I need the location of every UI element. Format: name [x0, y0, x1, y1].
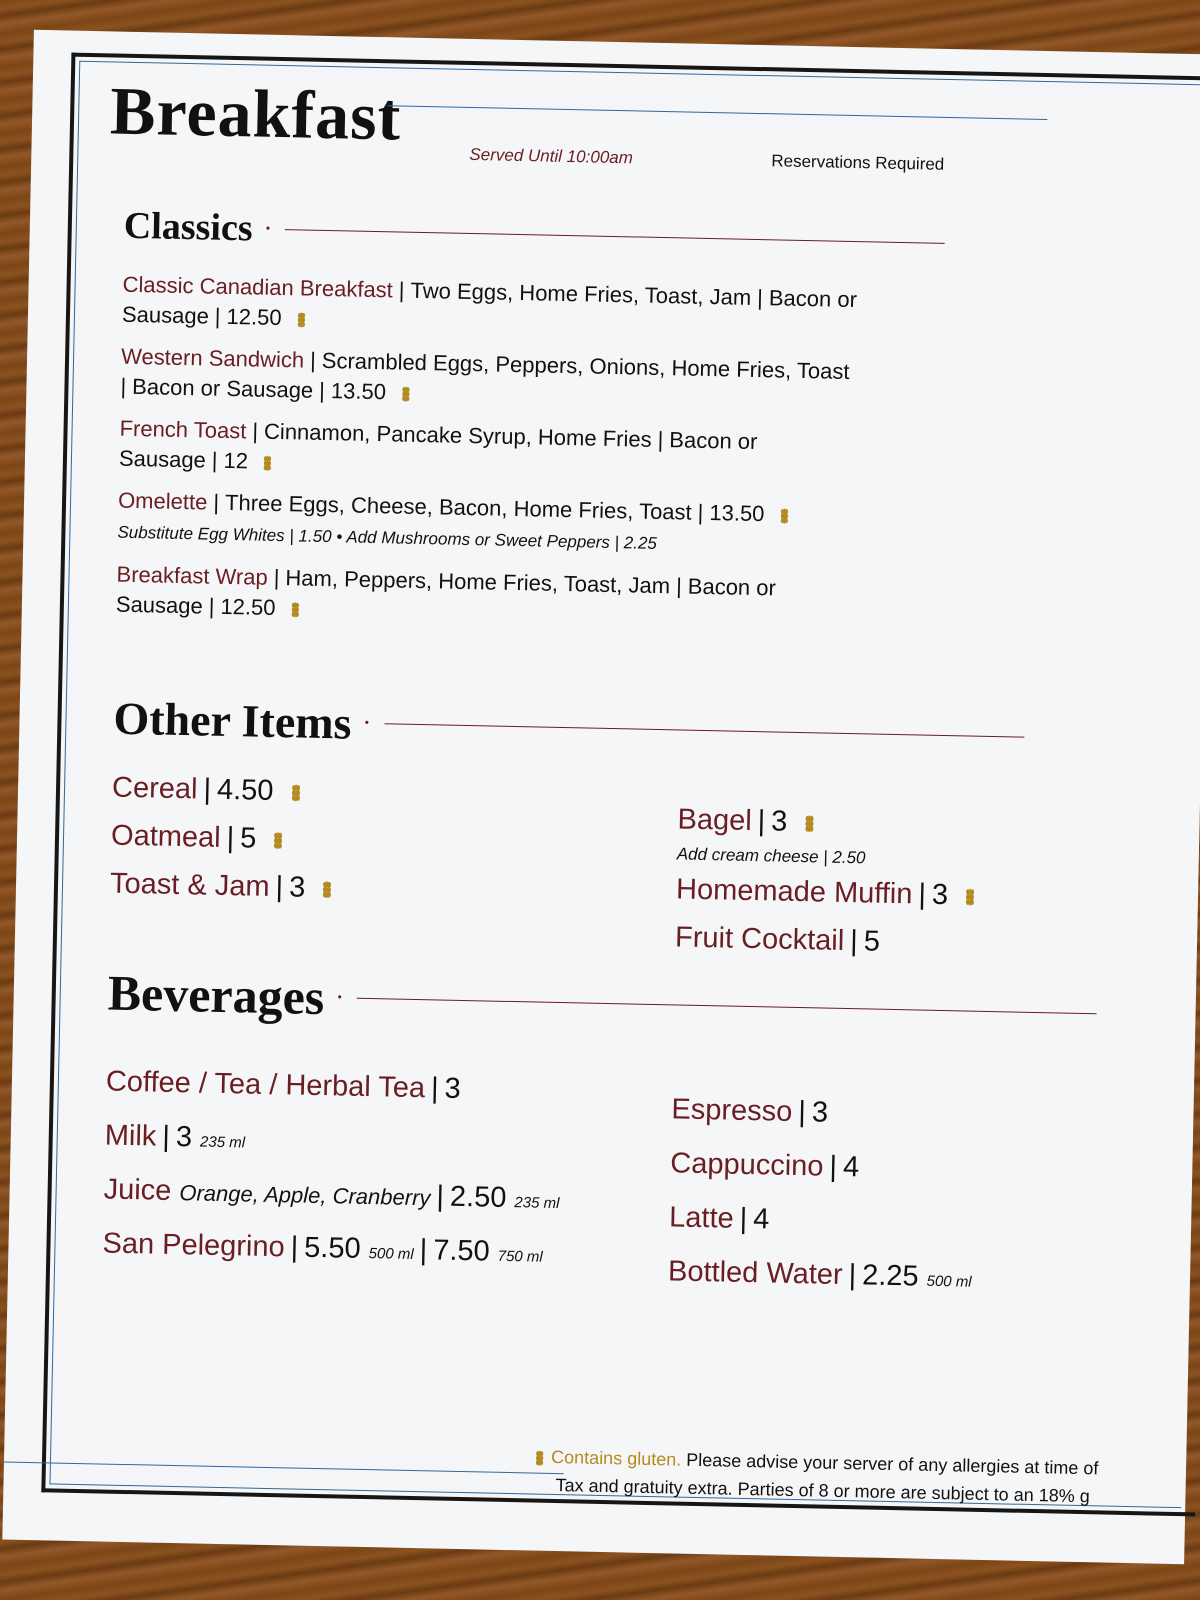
item-price: 12.50 [220, 593, 276, 620]
gluten-icon [778, 507, 789, 525]
item-name: Western Sandwich [120, 343, 305, 373]
gluten-icon [534, 1449, 545, 1467]
item-price: 12 [223, 447, 249, 474]
item-name: Milk [104, 1119, 157, 1153]
item-description: Cinnamon, Pancake Syrup, Home Fries [263, 418, 652, 452]
menu-item-milk: Milk | 3 235 ml [104, 1119, 246, 1154]
item-name: Bagel [677, 803, 753, 837]
item-price: 3 [931, 878, 949, 912]
menu-item-omelette: Omelette | Three Eggs, Cheese, Bacon, Home Fries, Toast | 13.50 Substitute Egg Whites | 1.50 • Add Mushrooms or Sweet Peppers | 2.25 [117, 486, 1018, 567]
item-name: Coffee / Tea / Herbal Tea [105, 1065, 426, 1105]
item-price-large: 7.50 [432, 1234, 491, 1268]
item-name: Breakfast Wrap [116, 561, 269, 590]
item-name: Omelette [117, 487, 208, 515]
bagel-addon-note [676, 837, 865, 873]
menu-item-cereal: Cereal | 4.50 [112, 768, 302, 812]
menu-item-san-pelegrino: San Pelegrino | 5.50 500 ml | 7.50 750 ml [102, 1227, 543, 1268]
item-name: San Pelegrino [102, 1227, 286, 1264]
item-price: 3 [444, 1072, 462, 1105]
item-note: Add cream cheese | 2.50 [676, 844, 866, 868]
classics-heading-text: Classics [123, 204, 254, 250]
heading-rule [384, 723, 1024, 737]
item-option-cont: Sausage [121, 301, 210, 329]
reservations-text: Reservations Required [771, 151, 945, 174]
item-size: 235 ml [514, 1194, 560, 1213]
gluten-icon [803, 813, 815, 833]
item-name: Toast & Jam [109, 867, 270, 903]
menu-item-breakfast-wrap: Breakfast Wrap | Ham, Peppers, Home Fries, Toast, Jam | Bacon or Sausage | 12.50 [115, 561, 777, 620]
item-price: 5.50 [303, 1231, 362, 1265]
item-size: 500 ml [926, 1272, 972, 1291]
menu-item-bagel: Bagel | 3 [677, 799, 816, 842]
item-price: 3 [288, 871, 306, 904]
gluten-icon [296, 311, 307, 329]
menu-item-latte: Latte | 4 [668, 1201, 770, 1236]
item-name: Espresso [671, 1093, 793, 1128]
item-option: Bacon or [669, 427, 758, 455]
menu-item-homemade-muffin: Homemade Muffin | 3 [676, 869, 977, 915]
item-option: Bacon or Sausage [131, 373, 314, 403]
gluten-legend: Contains gluten. [550, 1446, 682, 1470]
item-price: 2.25 [861, 1259, 919, 1293]
item-price: 3 [175, 1121, 193, 1154]
menu-item-toast-jam: Toast & Jam | 3 [110, 864, 334, 909]
item-name: French Toast [119, 415, 247, 444]
item-price: 13.50 [330, 378, 387, 405]
item-price: 4 [752, 1203, 770, 1236]
item-name: Cappuccino [670, 1147, 824, 1183]
heading-dot: · [336, 985, 344, 1008]
menu-item-classic-canadian: Classic Canadian Breakfast | Two Eggs, Home Fries, Toast, Jam | Bacon or Sausage | 12.50 [121, 271, 858, 331]
item-size: 500 ml [368, 1245, 414, 1264]
heading-rule [357, 997, 1097, 1013]
item-description: Three Eggs, Cheese, Bacon, Home Fries, Toast [224, 489, 692, 525]
item-name: Bottled Water [667, 1255, 843, 1291]
other-heading-text: Other Items [113, 692, 353, 749]
item-note: Substitute Egg Whites | 1.50 • Add Mushrooms or Sweet Peppers | 2.25 [117, 522, 658, 553]
item-name: Fruit Cocktail [674, 921, 845, 957]
item-price: 2.50 [449, 1180, 507, 1214]
item-name: Classic Canadian Breakfast [122, 271, 394, 303]
item-price: 13.50 [709, 500, 765, 527]
item-name: Juice [103, 1173, 172, 1207]
item-option: Bacon or [768, 285, 858, 313]
menu-item-bottled-water: Bottled Water | 2.25 500 ml [667, 1255, 972, 1293]
menu-title: Breakfast [109, 72, 403, 155]
menu-item-juice: Juice Orange, Apple, Cranberry | 2.50 235 ml [103, 1173, 560, 1214]
heading-dot: · [264, 217, 272, 240]
menu-item-oatmeal: Oatmeal | 5 [111, 816, 285, 860]
menu-item-cappuccino: Cappuccino | 4 [670, 1147, 860, 1184]
allergy-notice: Please advise your server of any allergies at time of [686, 1449, 1099, 1479]
gluten-icon [289, 783, 301, 803]
item-price: 12.50 [226, 303, 282, 331]
gluten-icon [321, 879, 333, 899]
item-detail: Orange, Apple, Cranberry [179, 1180, 431, 1211]
tax-gratuity-notice: Tax and gratuity extra. Parties of 8 or more are subject to an 18% g [555, 1475, 1090, 1507]
item-name: Cereal [111, 771, 198, 806]
heading-dot: · [363, 711, 371, 734]
menu-item-espresso: Espresso | 3 [671, 1093, 829, 1129]
item-price: 5 [863, 925, 881, 958]
item-name: Oatmeal [110, 819, 222, 854]
item-size-large: 750 ml [497, 1247, 543, 1266]
item-size: 235 ml [199, 1133, 246, 1152]
gluten-icon [262, 454, 273, 472]
heading-rule [285, 229, 945, 244]
item-price: 3 [811, 1096, 829, 1129]
item-description: Two Eggs, Home Fries, Toast, Jam [410, 277, 752, 310]
beverages-heading-text: Beverages [107, 964, 325, 1026]
item-name: Latte [668, 1201, 735, 1235]
gluten-icon [400, 385, 411, 403]
item-price: 3 [770, 805, 788, 838]
item-price: 5 [239, 822, 257, 855]
gluten-icon [964, 887, 976, 907]
item-price: 4 [842, 1150, 860, 1184]
item-description: Scrambled Eggs, Peppers, Onions, Home Fries, Toast [321, 347, 850, 384]
item-option-cont: Sausage [115, 591, 204, 619]
menu-item-fruit-cocktail: Fruit Cocktail | 5 [674, 921, 881, 958]
footer-notes [533, 1443, 1098, 1511]
gluten-icon [272, 830, 284, 850]
menu-item-western-sandwich: Western Sandwich | Scrambled Eggs, Peppers, Onions, Home Fries, Toast | Bacon or Sausage | 13.50 [120, 343, 850, 405]
menu-sheet [2, 30, 1200, 1564]
item-option: Bacon or [687, 573, 777, 601]
gluten-icon [289, 600, 300, 618]
item-name: Homemade Muffin [675, 873, 913, 911]
served-until-text: Served Until 10:00am [469, 144, 634, 168]
item-option-cont: Sausage [118, 445, 207, 473]
item-price: 4.50 [216, 773, 274, 807]
item-description: Ham, Peppers, Home Fries, Toast, Jam [285, 565, 671, 599]
menu-item-french-toast: French Toast | Cinnamon, Pancake Syrup, Home Fries | Bacon or Sausage | 12 [118, 415, 758, 474]
menu-item-coffee-tea: Coffee / Tea / Herbal Tea | 3 [105, 1065, 462, 1105]
